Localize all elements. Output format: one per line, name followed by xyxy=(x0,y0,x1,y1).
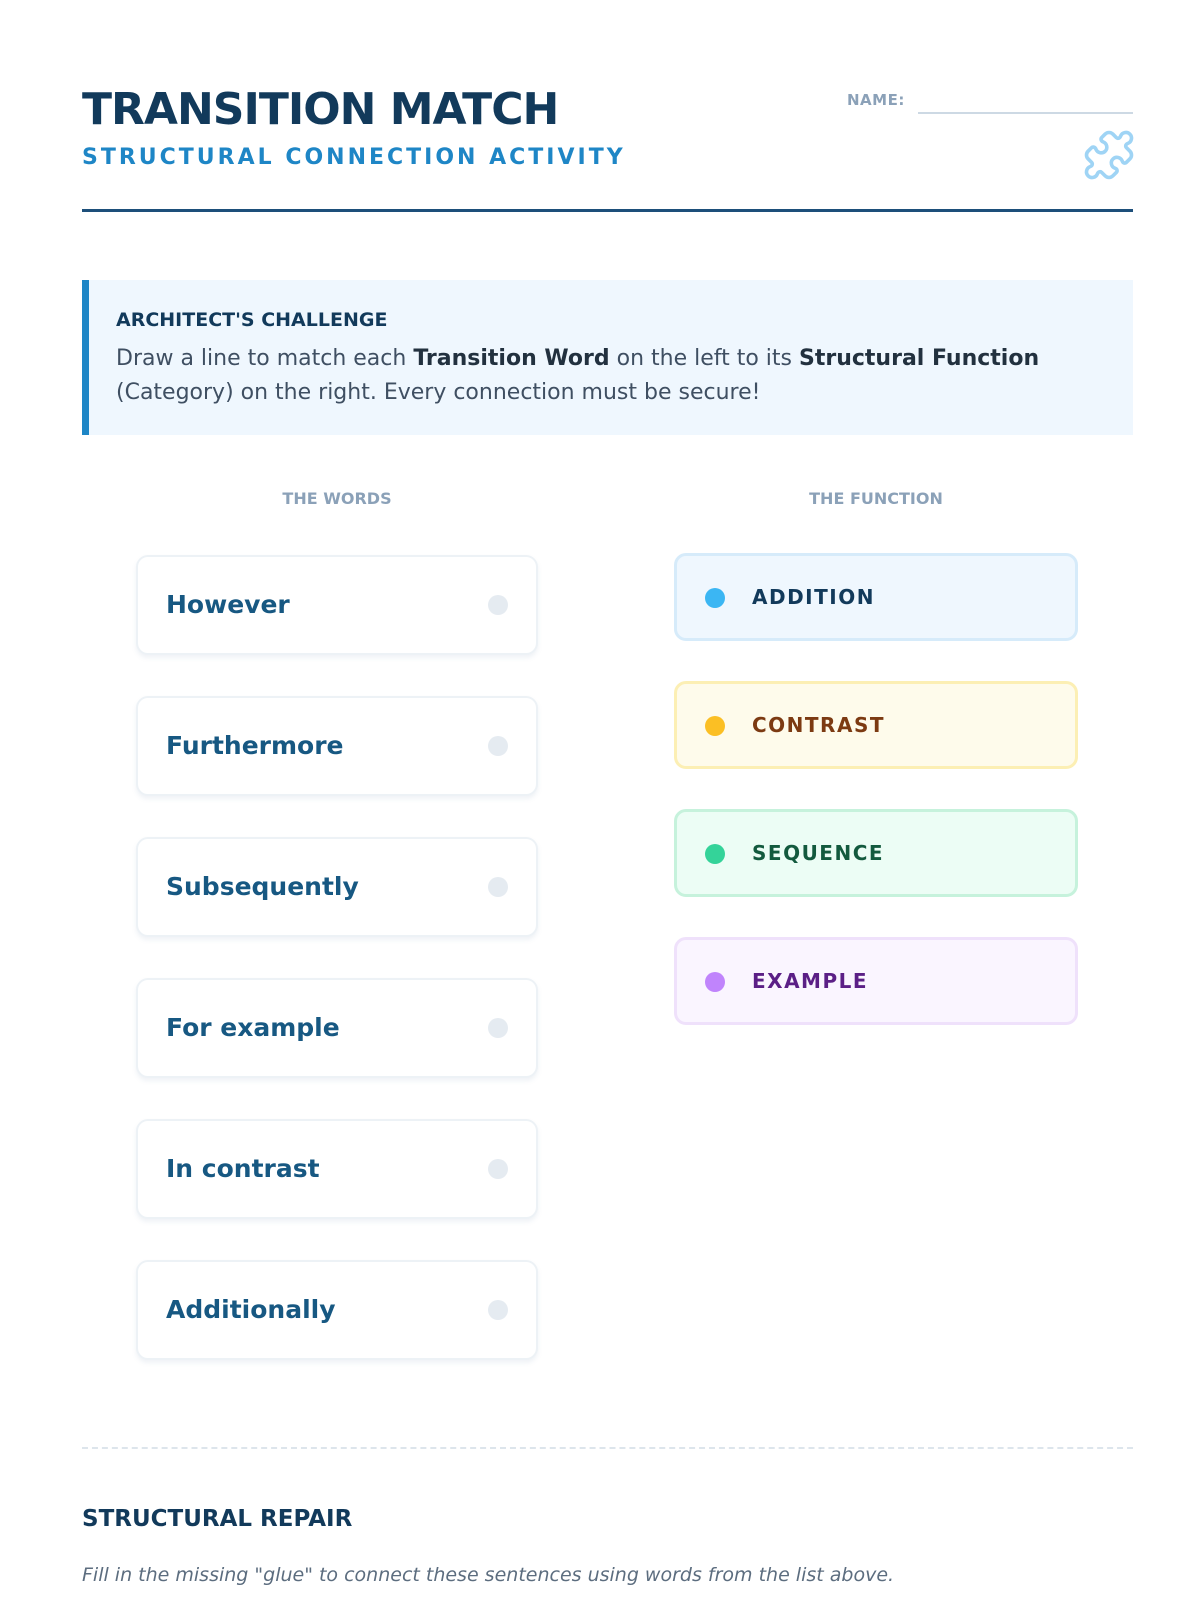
repair-instructions: Fill in the missing "glue" to connect these sentences using words from the list above. xyxy=(82,1564,895,1586)
word-card[interactable] xyxy=(136,837,538,937)
word-label: For example xyxy=(166,1013,340,1042)
word-card[interactable] xyxy=(136,1260,538,1360)
word-card[interactable] xyxy=(136,978,538,1078)
function-card[interactable] xyxy=(674,681,1078,769)
connector-dot[interactable] xyxy=(488,1018,508,1038)
challenge-instructions xyxy=(116,342,1106,410)
word-label: Additionally xyxy=(166,1295,336,1324)
repair-section-title: STRUCTURAL REPAIR xyxy=(82,1506,353,1532)
function-card[interactable] xyxy=(674,937,1078,1025)
word-card[interactable] xyxy=(136,696,538,796)
word-card[interactable] xyxy=(136,555,538,655)
challenge-text-bold: Structural Function xyxy=(799,346,1040,371)
section-divider xyxy=(82,1447,1133,1449)
worksheet-header xyxy=(82,84,1133,212)
page-subtitle: STRUCTURAL CONNECTION ACTIVITY xyxy=(82,145,626,170)
connector-dot[interactable] xyxy=(488,1159,508,1179)
connector-dot[interactable] xyxy=(488,877,508,897)
category-dot[interactable] xyxy=(705,972,725,992)
word-label: However xyxy=(166,590,290,619)
category-dot[interactable] xyxy=(705,844,725,864)
words-column-header: THE WORDS xyxy=(282,489,392,508)
word-label: In contrast xyxy=(166,1154,320,1183)
function-card[interactable] xyxy=(674,809,1078,897)
connector-dot[interactable] xyxy=(488,595,508,615)
function-card[interactable] xyxy=(674,553,1078,641)
challenge-text-part: on the left to its xyxy=(609,346,799,371)
challenge-title: ARCHITECT'S CHALLENGE xyxy=(116,309,388,331)
word-label: Furthermore xyxy=(166,731,344,760)
category-dot[interactable] xyxy=(705,588,725,608)
challenge-text-part: Draw a line to match each xyxy=(116,346,414,371)
function-label: SEQUENCE xyxy=(752,841,885,865)
connector-dot[interactable] xyxy=(488,736,508,756)
function-label: EXAMPLE xyxy=(752,969,869,993)
function-label: CONTRAST xyxy=(752,713,885,737)
challenge-box xyxy=(82,280,1133,435)
function-column-header: THE FUNCTION xyxy=(809,489,943,508)
name-field[interactable] xyxy=(918,112,1133,114)
connector-dot[interactable] xyxy=(488,1300,508,1320)
word-label: Subsequently xyxy=(166,872,359,901)
challenge-text-bold: Transition Word xyxy=(413,346,610,371)
challenge-text-part: (Category) on the right. Every connection must be secure! xyxy=(116,380,761,405)
function-label: ADDITION xyxy=(752,585,875,609)
page-title: TRANSITION MATCH xyxy=(82,84,559,135)
name-label: NAME: xyxy=(847,91,905,109)
category-dot[interactable] xyxy=(705,716,725,736)
word-card[interactable] xyxy=(136,1119,538,1219)
puzzle-icon xyxy=(1082,128,1136,182)
